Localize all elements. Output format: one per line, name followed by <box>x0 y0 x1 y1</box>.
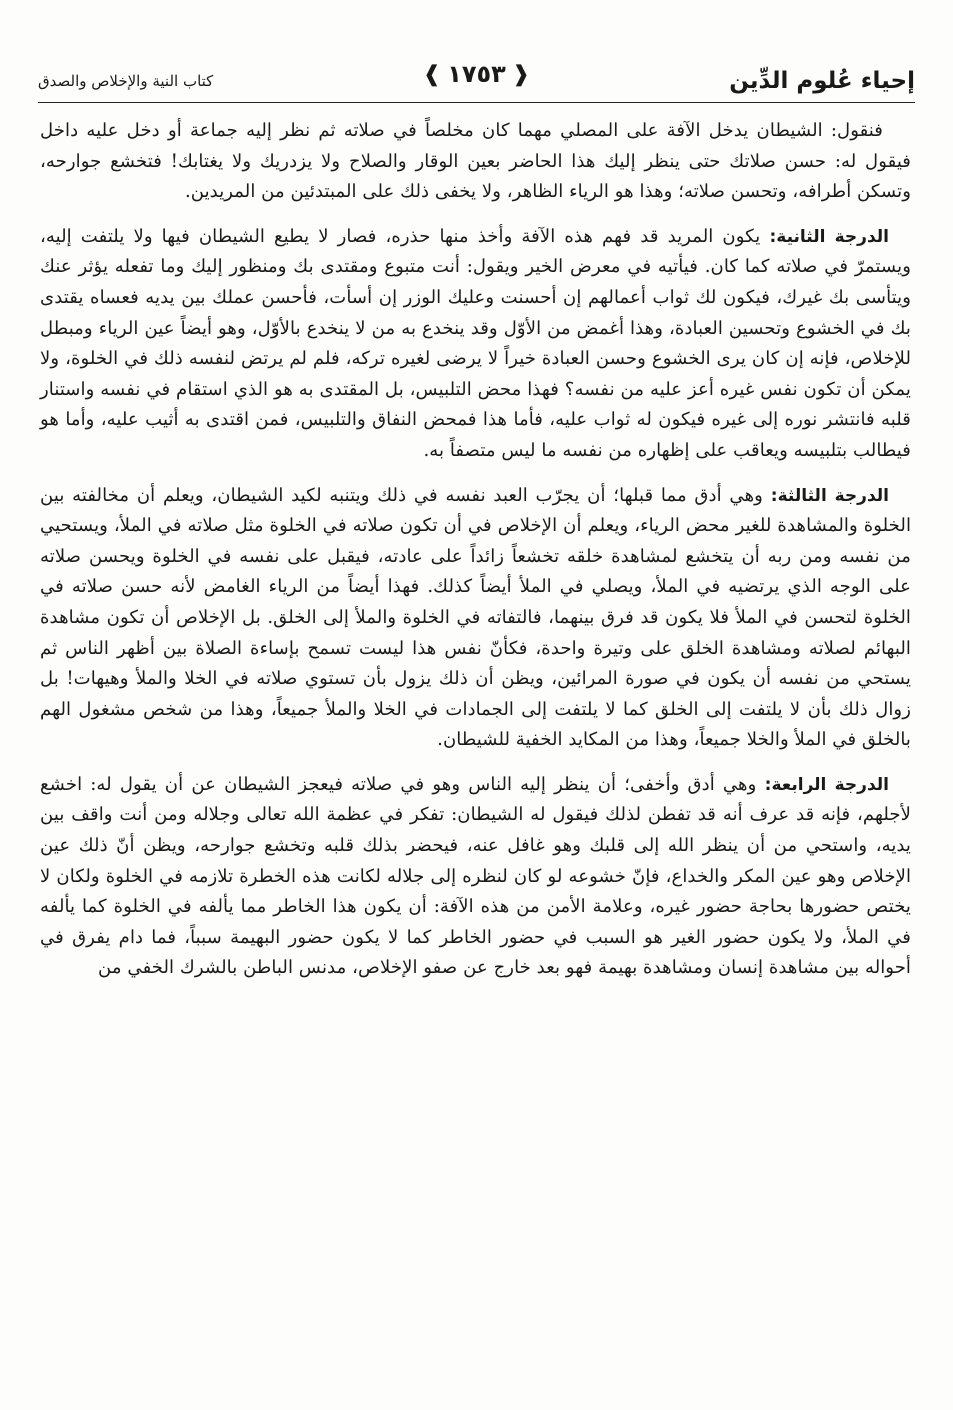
chapter-title: كتاب النية والإخلاص والصدق <box>38 72 214 90</box>
paragraph-intro <box>40 116 911 208</box>
ornament-right-icon: ❰ <box>511 61 531 87</box>
paragraph-text: وهي أدق مما قبلها؛ أن يجرّب العبد نفسه في ذلك ويتنبه لكيد الشيطان، ويعلم أن مخالفته بين الخلوة والمشاهدة للغير محض الرياء، ويعلم أن الإخلاص في أن تكون صلاته في الخلوة مثل صلاته في الملأ، ويستحيي من نفسه ومن ربه أن يتخشع لمشاهدة خلقه تخشعاً زائداً على عادته، فيقبل على نفسه في الخلوة ويحسن صلاته على الوجه الذي يرتضيه في الملأ، ويصلي في الملأ أيضاً كذلك. فهذا أيضاً من الرياء الغامض لأنه حسن صلاته في الخلوة لتحسن في الملأ فلا يكون قد فرق بينهما، فالتفاته في الخلوة والملأ إلى الخلق. بل الإخلاص أن تكون مشاهدة البهائم لصلاته ومشاهدة الخلق على وتيرة واحدة، فكأنّ نفس هذا ليست تسمح بإساءة الصلاة بين أظهر الناس ثم يستحي من نفسه أن يكون في صورة المرائين، ويظن أن ذلك يزول بأن تستوي صلاته في الخلا والملأ وهيهات! بل زوال ذلك بأن لا يلتفت إلى الخلق كما لا يلتفت إلى الجمادات في الخلا والملأ جميعاً، وهذا من شخص مشغول الهم بالخلق في الملأ والخلا جميعاً، وهذا من المكايد الخفية للشيطان. <box>40 484 911 751</box>
paragraph-text: يكون المريد قد فهم هذه الآفة وأخذ منها حذره، فصار لا يطيع الشيطان فيها ولا يلتفت إليه، ويستمرّ في صلاته كما كان. فيأتيه في معرض الخير ويقول: أنت متبوع ومقتدى بك ومنظور إليك وما تفعله يؤثر عنك ويتأسى بك غيرك، فيكون لك ثواب أعمالهم إن أحسنت وعليك الوزر إن أسأت، فأحسن عملك بين يديه فعساه يقتدى بك في الخشوع وتحسين العبادة، وهذا أغمض من الأوّل وقد ينخدع به من لا ينخدع بالأوّل، وهو أيضاً عين الرياء ومبطل للإخلاص، فإنه إن كان يرى الخشوع وحسن العبادة خيراً لا يرضى لغيره تركه، فلم لم يرتض لنفسه ذلك في الخلوة، ولا يمكن أن تكون نفس غيره أعز عليه من نفسه؟ فهذا محض التلبيس، بل المقتدى به هو الذي استقام في نفسه واستنار قلبه فانتشر نوره إلى غيره فيكون له ثواب عليه، فأما هذا فمحض النفاق والتلبيس، فمن اقتدى به أثيب عليه، وأما هو فيطالب بتلبيسه ويعاقب على إظهاره من نفسه ما ليس متصفاً به. <box>40 225 911 461</box>
page-body <box>40 116 911 998</box>
page-number-block <box>423 60 530 88</box>
section-heading: الدرجة الرابعة: <box>756 774 889 795</box>
section-heading: الدرجة الثالثة: <box>762 485 889 506</box>
ornament-left-icon: ❱ <box>422 61 442 87</box>
paragraph-degree-two <box>40 222 911 467</box>
book-title: إحياء عُلوم الدِّين <box>729 68 915 94</box>
page-number: ١٧٥٣ <box>447 60 506 88</box>
section-heading: الدرجة الثانية: <box>760 226 889 247</box>
paragraph-degree-four <box>40 770 911 984</box>
paragraph-text: وهي أدق وأخفى؛ أن ينظر إليه الناس وهو في صلاته فيعجز الشيطان عن أن يقول له: اخشع لأجلهم، فإنه قد عرف أنه قد تفطن لذلك فيقول له الشيطان: تفكر في عظمة الله تعالى وجلاله ومن أنت واقف بين يديه، واستحي من أن ينظر الله إلى قلبك وهو غافل عنه، فيحضر بذلك قلبه وتخشع جوارحه، ويظن أنّ ذلك عين الإخلاص وهو عين المكر والخداع، فإنّ خشوعه لو كان لنظره إلى جلاله لكانت هذه الخطرة تلازمه في الخلوة ولكان لا يختص حضورها بحاجة حضور غيره، وعلامة الأمن من هذه الآفة: أن يكون هذا الخاطر مما يألفه في الخلوة كما يألفه في الملأ، ولا يكون حضور الغير هو السبب في حضور الخاطر كما لا يكون حضور البهيمة سبباً، فما دام يفرق في أحواله بين مشاهدة إنسان ومشاهدة بهيمة فهو بعد خارج عن صفو الإخلاص، مدنس الباطن بالشرك الخفي من <box>40 773 911 979</box>
page-header <box>38 60 915 103</box>
paragraph-degree-three <box>40 481 911 756</box>
paragraph-text: فنقول: الشيطان يدخل الآفة على المصلي مهما كان مخلصاً في صلاته ثم نظر إليه جماعة أو دخل عليه داخل فيقول له: حسن صلاتك حتى ينظر إليك هذا الحاضر بعين الوقار والصلاح ولا يزدريك ولا يغتابك! فتخشع جوارحه، وتسكن أطرافه، وتحسن صلاته؛ وهذا هو الرياء الظاهر، ولا يخفى ذلك على المبتدئين من المريدين. <box>40 120 911 203</box>
